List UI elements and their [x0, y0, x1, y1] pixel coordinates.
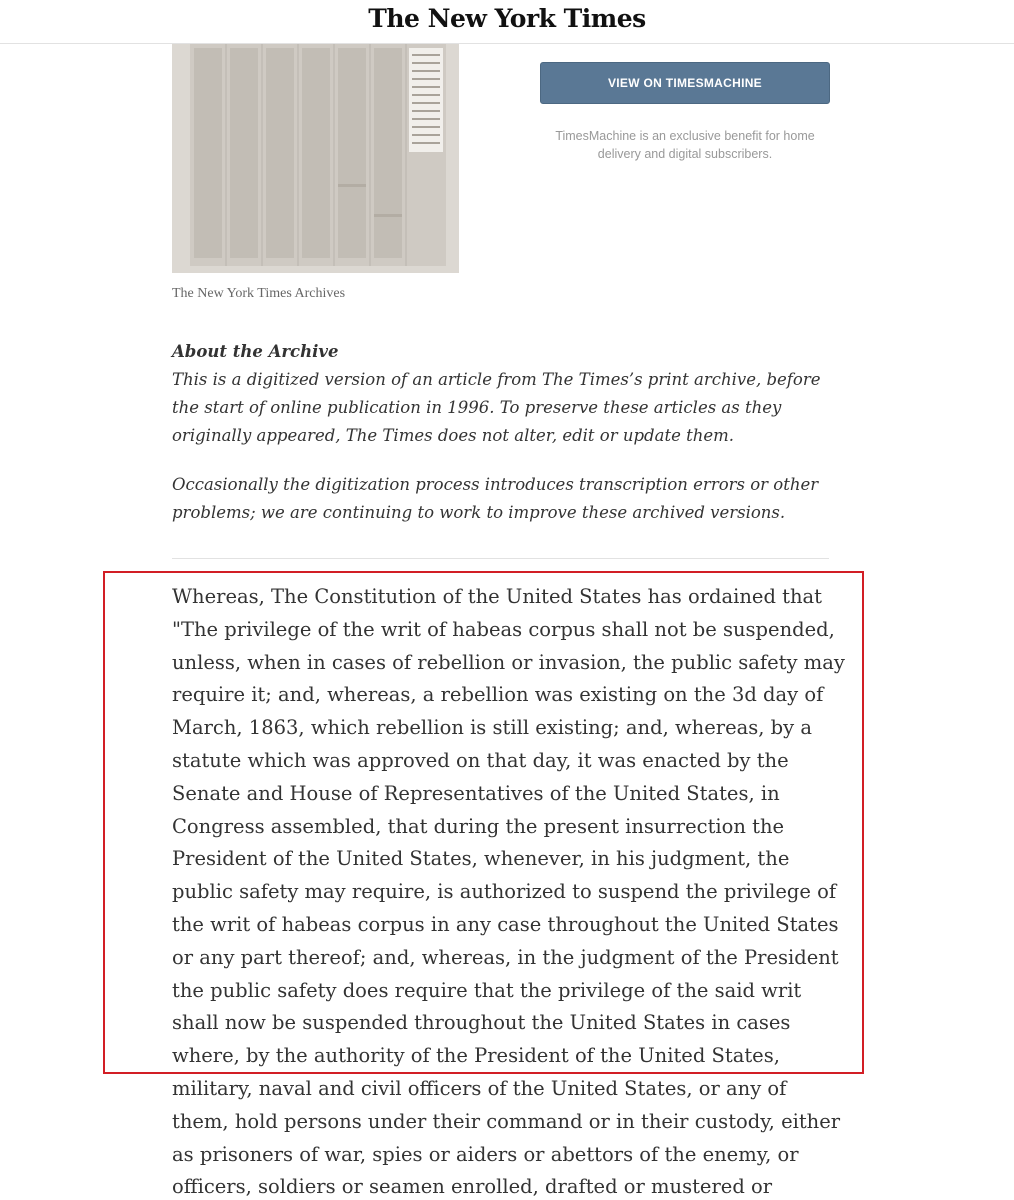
article-line: them, hold persons under their command or in their custody, either	[172, 1109, 841, 1133]
newspaper-scan-image	[190, 44, 446, 266]
article-line: Congress assembled, that during the present insurrection the	[172, 814, 785, 838]
archive-page-thumbnail[interactable]	[172, 44, 459, 273]
about-archive-heading: About the Archive	[172, 342, 339, 361]
archive-image-caption: The New York Times Archives	[172, 286, 346, 301]
about-the-archive	[172, 338, 832, 527]
view-on-timesmachine-button[interactable]: VIEW ON TIMESMACHINE	[540, 62, 830, 104]
article-line: shall now be suspended throughout the United States in cases	[172, 1011, 791, 1035]
article-line: Whereas, The Constitution of the United States has ordained that	[172, 585, 823, 608]
article-line: statute which was approved on that day, it was enacted by the	[172, 748, 789, 772]
article-line: the writ of habeas corpus in any case throughout the United States	[172, 912, 839, 936]
article-line: March, 1863, which rebellion is still existing; and, whereas, by a	[172, 716, 812, 740]
article-line: as prisoners of war, spies or aiders or abettors of the enemy, or	[172, 1142, 799, 1166]
article-line: where, by the authority of the President of the United States,	[172, 1044, 780, 1068]
article-body	[172, 581, 852, 1200]
article-line: officers, soldiers or seamen enrolled, drafted or mustered or	[172, 1175, 773, 1199]
article-line: military, naval and civil officers of the United States, or any of	[172, 1076, 787, 1100]
timesmachine-note: TimesMachine is an exclusive benefit for home delivery and digital subscribers.	[555, 129, 815, 161]
article-line: the public safety does require that the privilege of the said writ	[172, 978, 802, 1002]
article-line: public safety may require, is authorized to suspend the privilege of	[172, 880, 837, 904]
article-line: require it; and, whereas, a rebellion was existing on the 3d day of	[172, 683, 824, 707]
about-archive-paragraph-2: Occasionally the digitization process introduces transcription errors or other problems; we are continuing to work to improve these archived versions.	[172, 475, 819, 522]
article-line: or any part thereof; and, whereas, in the judgment of the President	[172, 945, 839, 969]
masthead	[0, 0, 1014, 44]
article-line: "The privilege of the writ of habeas corpus shall not be suspended,	[172, 617, 835, 641]
section-divider	[172, 558, 829, 559]
about-archive-paragraph-1: This is a digitized version of an article from The Times’s print archive, before the start of online publication in 1996. To preserve these articles as they originally appeared, The Times does not alter, edit or update them.	[172, 370, 821, 445]
article-line: unless, when in cases of rebellion or invasion, the public safety may	[172, 650, 845, 674]
article-line: Senate and House of Representatives of the United States, in	[172, 781, 780, 805]
article-line: President of the United States, whenever, in his judgment, the	[172, 847, 790, 871]
nyt-logo[interactable]: The New York Times	[368, 4, 646, 33]
